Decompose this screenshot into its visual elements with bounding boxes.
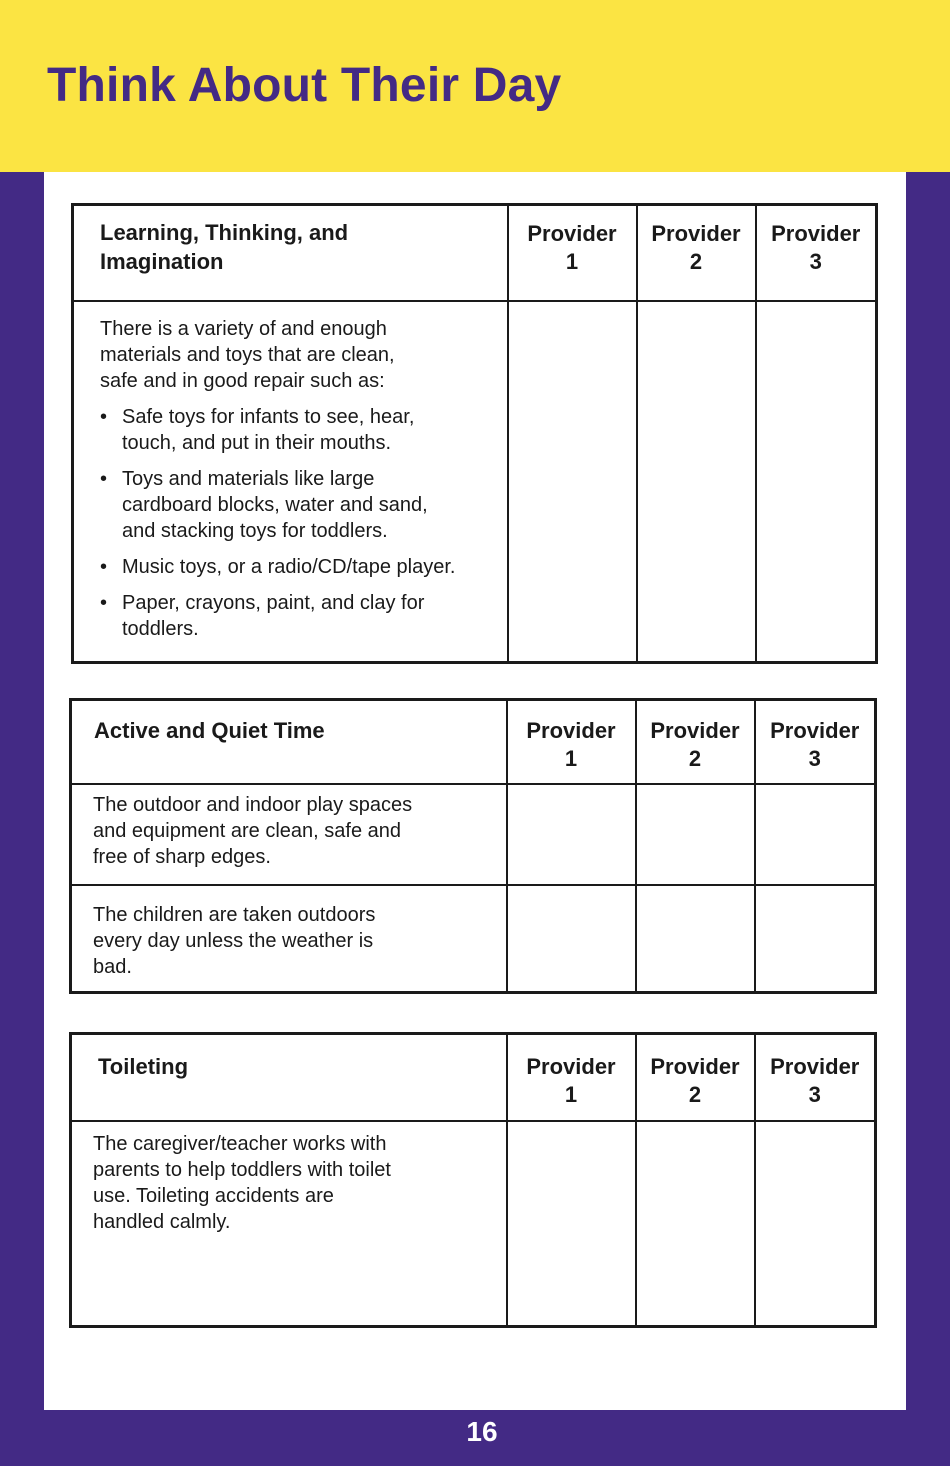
checklist-active-quiet [69,698,877,994]
provider-3-header: Provider 3 [755,700,876,784]
provider-2-check-cell[interactable] [637,301,756,663]
provider-3-check-cell[interactable] [755,784,876,885]
provider-2-check-cell[interactable] [636,784,755,885]
criteria-cell [73,301,508,663]
criteria-cell: The children are taken outdoors every day unless the weather is bad. [71,885,507,993]
list-item: • Music toys, or a radio/CD/tape player. [100,555,456,578]
criteria-intro: There is a variety of and enough materials and toys that are clean, safe and in good repair such as: [100,317,395,392]
provider-1-check-cell[interactable] [507,784,636,885]
provider-1-header: Provider 1 [507,1034,636,1121]
checklist-learning [71,203,878,664]
page-number: 16 [466,1416,498,1447]
provider-3-check-cell[interactable] [756,301,877,663]
provider-1-check-cell[interactable] [507,885,636,993]
criteria-cell: The caregiver/teacher works with parents to help toddlers with toilet use. Toileting accidents are handled calmly. [71,1121,507,1327]
provider-3-check-cell[interactable] [755,885,876,993]
section-title: Active and Quiet Time [71,700,507,784]
list-item: • Safe toys for infants to see, hear, touch, and put in their mouths. [100,405,415,454]
provider-2-header: Provider 2 [636,700,755,784]
criteria-cell: The outdoor and indoor play spaces and equipment are clean, safe and free of sharp edges. [71,784,507,885]
list-item: • Paper, crayons, paint, and clay for toddlers. [100,591,425,640]
checklist-toileting [69,1032,877,1328]
provider-3-header: Provider 3 [755,1034,876,1121]
page-header [0,0,950,172]
provider-2-header: Provider 2 [636,1034,755,1121]
provider-1-check-cell[interactable] [507,1121,636,1327]
provider-2-check-cell[interactable] [636,885,755,993]
provider-3-header: Provider 3 [756,205,877,301]
provider-1-header: Provider 1 [507,700,636,784]
criteria-list [100,404,495,642]
provider-3-check-cell[interactable] [755,1121,876,1327]
provider-2-header: Provider 2 [637,205,756,301]
list-item: • Toys and materials like large cardboard blocks, water and sand, and stacking toys for toddlers. [100,467,428,542]
provider-1-check-cell[interactable] [508,301,637,663]
page-title: Think About Their Day [47,59,562,112]
provider-1-header: Provider 1 [508,205,637,301]
section-title: Learning, Thinking, and Imagination [73,205,508,301]
section-title: Toileting [71,1034,507,1121]
provider-2-check-cell[interactable] [636,1121,755,1327]
